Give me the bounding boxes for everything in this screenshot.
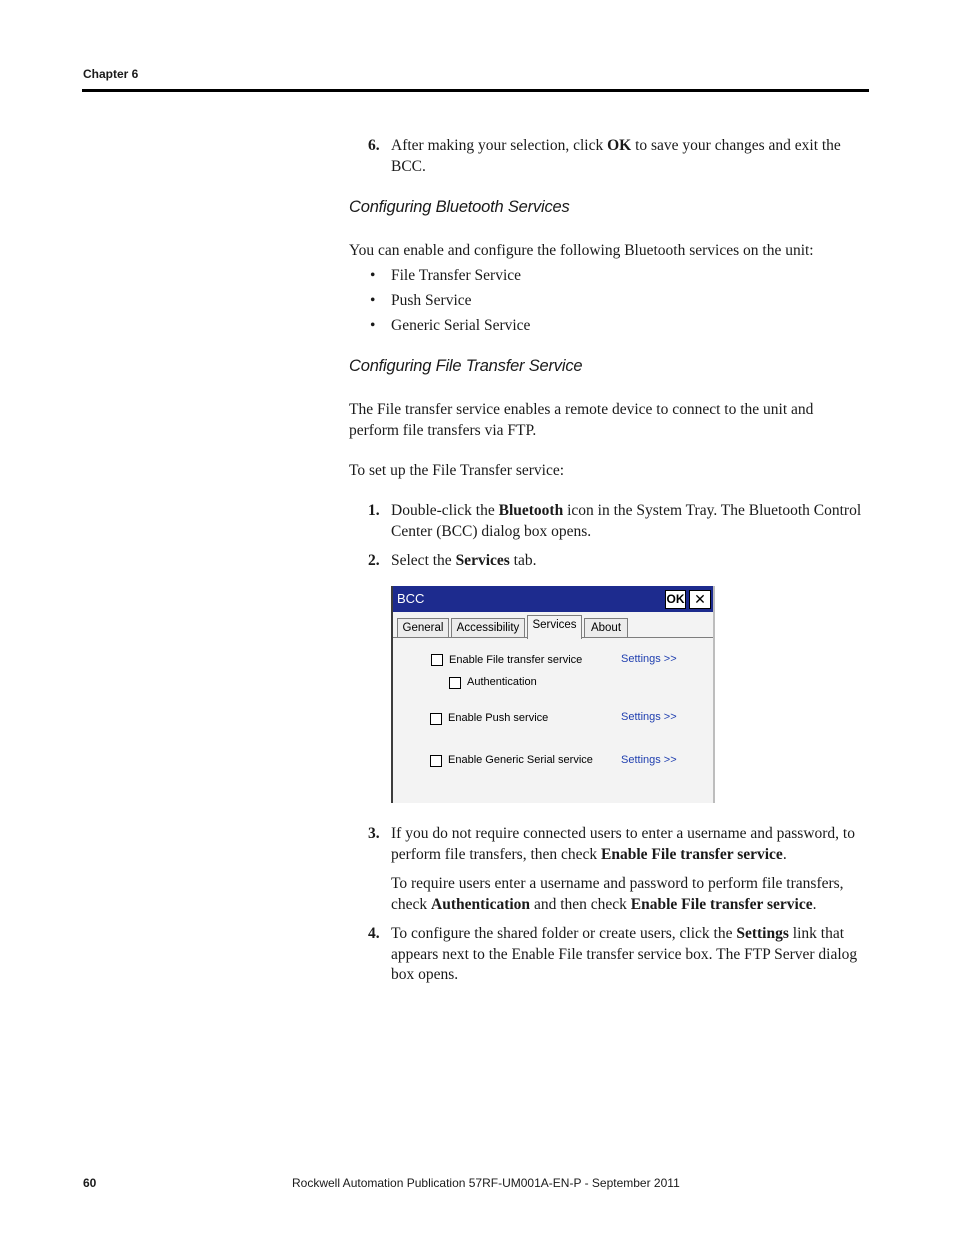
ok-button[interactable]: OK: [665, 590, 686, 609]
step-2: [368, 551, 868, 573]
push-checkbox[interactable]: [430, 713, 442, 725]
dialog-titlebar: [393, 586, 715, 612]
step-3: [368, 824, 868, 866]
chapter-label: Chapter 6: [83, 67, 139, 81]
step-text: After making your selection, click OK to save your changes and exit the BCC.: [391, 137, 841, 175]
step-number: 6.: [368, 137, 380, 154]
bcc-dialog: [391, 586, 715, 803]
generic-serial-settings-link[interactable]: Settings >>: [621, 754, 677, 766]
step-text: If you do not require connected users to enter a username and password, to perform file transfers, then check Enable File transfer service.: [391, 825, 855, 863]
step-number: 3.: [368, 825, 380, 842]
section-intro: You can enable and configure the following Bluetooth services on the unit:: [349, 242, 814, 259]
tab-bar: [393, 616, 715, 638]
step-text: To configure the shared folder or create users, click the Settings link that appears next to the Enable File transfer service box. The FTP Server dialog box opens.: [391, 925, 858, 983]
step-6: [368, 136, 868, 178]
generic-serial-label: Enable Generic Serial service: [448, 754, 593, 766]
push-settings-link[interactable]: Settings >>: [621, 711, 677, 723]
authentication-label: Authentication: [467, 676, 537, 688]
file-transfer-label: Enable File transfer service: [449, 654, 583, 666]
step-number: 4.: [368, 925, 380, 942]
tab-services[interactable]: Services: [527, 615, 582, 639]
tab-about[interactable]: About: [584, 618, 628, 638]
step-number: 1.: [368, 502, 380, 519]
page-number: 60: [83, 1176, 97, 1190]
tab-general[interactable]: General: [397, 618, 449, 638]
step-text: Select the Services tab.: [391, 552, 537, 569]
file-transfer-settings-link[interactable]: Settings >>: [621, 653, 677, 665]
header-rule: [82, 89, 869, 92]
publication-info: Rockwell Automation Publication 57RF-UM001A-EN-P - September 2011: [292, 1176, 680, 1190]
step-1: [368, 501, 868, 543]
services-panel: [393, 638, 715, 803]
paragraph: To set up the File Transfer service:: [349, 462, 565, 479]
authentication-checkbox[interactable]: [449, 677, 461, 689]
tab-accessibility[interactable]: Accessibility: [451, 618, 525, 638]
file-transfer-checkbox[interactable]: [431, 654, 443, 666]
paragraph: The File transfer service enables a remote device to connect to the unit and perform file transfers via FTP.: [349, 401, 814, 439]
close-icon[interactable]: ✕: [689, 590, 711, 609]
bullet-icon: •: [370, 292, 376, 309]
generic-serial-checkbox[interactable]: [430, 755, 442, 767]
step-text: Double-click the Bluetooth icon in the System Tray. The Bluetooth Control Center (BCC) dialog box opens.: [391, 502, 862, 540]
bullet-icon: •: [370, 317, 376, 334]
push-label: Enable Push service: [448, 712, 549, 724]
step-4: [368, 924, 868, 986]
bullet-icon: •: [370, 267, 376, 284]
section-heading-bluetooth-services: Configuring Bluetooth Services: [349, 198, 570, 216]
step-number: 2.: [368, 552, 380, 569]
dialog-title: BCC: [397, 591, 425, 606]
step-3-note: To require users enter a username and password to perform file transfers, check Authentication and then check Enable File transfer service.: [391, 875, 844, 913]
section-heading-file-transfer: Configuring File Transfer Service: [349, 357, 583, 375]
